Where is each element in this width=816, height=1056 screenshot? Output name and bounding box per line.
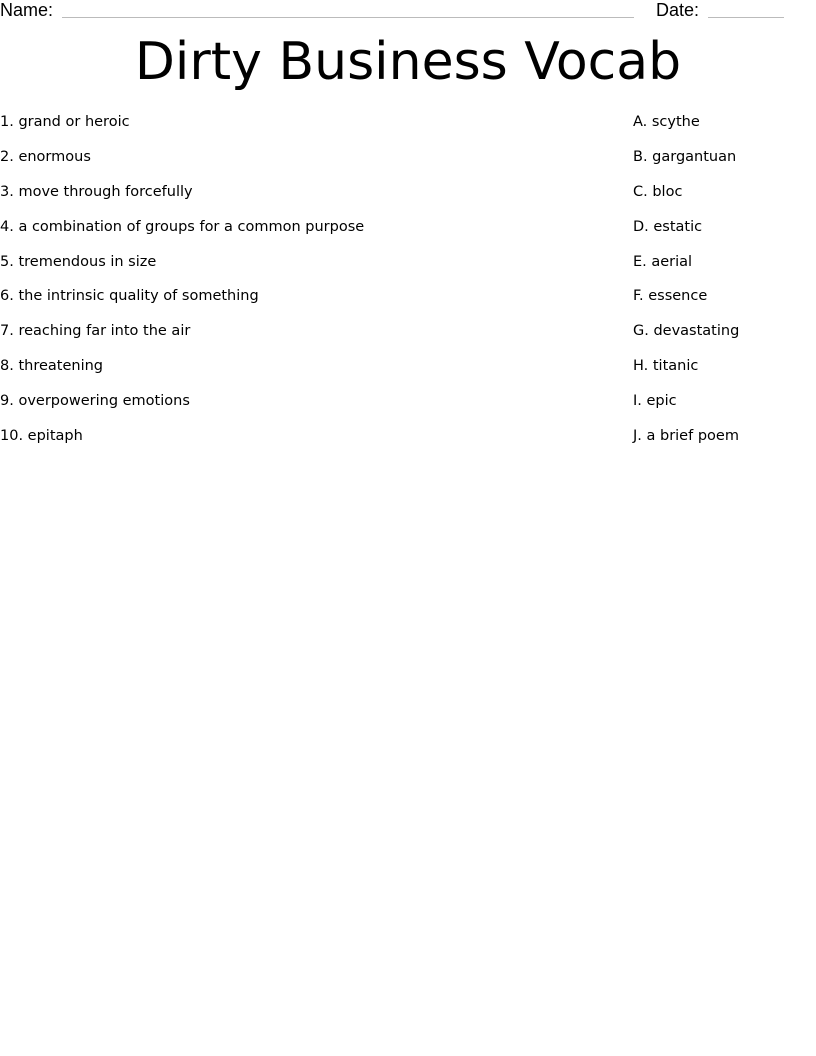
clue-item: 7. reaching far into the air bbox=[0, 323, 191, 340]
answer-item: E. aerial bbox=[633, 253, 693, 270]
date-blank-line bbox=[708, 17, 784, 18]
answer-list bbox=[633, 111, 813, 460]
clue-item: 9. overpowering emotions bbox=[0, 393, 190, 410]
clue-item: 8. threatening bbox=[0, 358, 103, 375]
answer-item: J. a brief poem bbox=[633, 428, 739, 445]
name-label: Name: bbox=[0, 0, 54, 20]
clue-item: 3. move through forcefully bbox=[0, 183, 193, 200]
worksheet-header bbox=[0, 0, 816, 24]
answer-item: G. devastating bbox=[633, 323, 740, 340]
clue-item: 1. grand or heroic bbox=[0, 114, 130, 130]
answer-item: A. scythe bbox=[633, 114, 700, 130]
answer-item: D. estatic bbox=[633, 218, 703, 235]
clue-item: 2. enormous bbox=[0, 148, 91, 165]
clue-list bbox=[0, 111, 600, 460]
answer-item: B. gargantuan bbox=[633, 148, 737, 165]
clue-item: 10. epitaph bbox=[0, 428, 83, 445]
answer-item: H. titanic bbox=[633, 358, 699, 375]
clue-item: 4. a combination of groups for a common purpose bbox=[0, 218, 365, 235]
name-blank-line bbox=[62, 17, 634, 18]
page-title: Dirty Business Vocab bbox=[134, 32, 682, 92]
answer-item: C. bloc bbox=[633, 183, 683, 200]
date-label: Date: bbox=[656, 0, 700, 20]
clue-item: 6. the intrinsic quality of something bbox=[0, 288, 259, 305]
clue-item: 5. tremendous in size bbox=[0, 253, 157, 270]
answer-item: I. epic bbox=[633, 393, 677, 410]
answer-item: F. essence bbox=[633, 288, 708, 305]
